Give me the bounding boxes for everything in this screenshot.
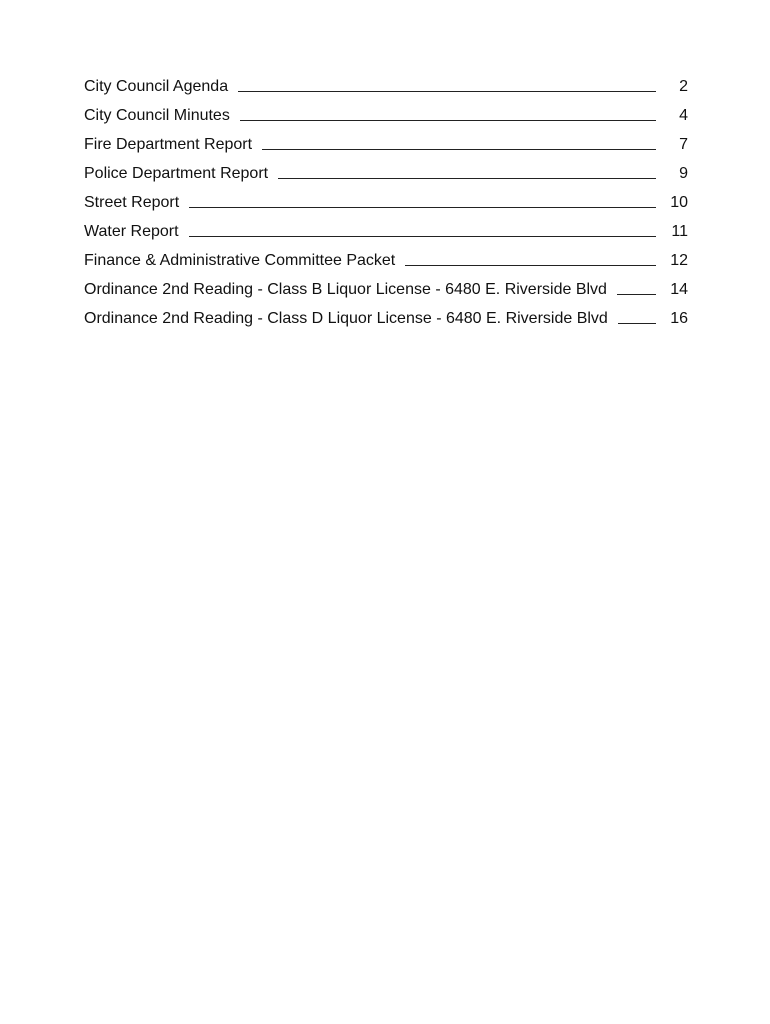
toc-leader-line: [262, 149, 656, 150]
toc-leader-line: [618, 323, 656, 324]
toc-entry-page: 7: [679, 136, 688, 153]
toc-entry-title: City Council Agenda: [84, 78, 229, 95]
toc-entry-title: Fire Department Report: [84, 136, 253, 153]
toc-entry-page: 10: [670, 194, 688, 211]
toc-entry-city-council-agenda[interactable]: [84, 68, 688, 97]
toc-leader-line: [405, 265, 656, 266]
toc-entry-title: Finance & Administrative Committee Packet: [84, 252, 396, 269]
toc-entry-page: 14: [670, 281, 688, 298]
toc-entry-title: Street Report: [84, 194, 180, 211]
toc-entry-page: 16: [670, 310, 688, 327]
toc-entry-water-report[interactable]: [84, 213, 688, 242]
toc-entry-page: 11: [671, 223, 688, 240]
toc-leader-line: [240, 120, 656, 121]
toc-entry-city-council-minutes[interactable]: [84, 97, 688, 126]
toc-entry-fire-department-report[interactable]: [84, 126, 688, 155]
toc-entry-street-report[interactable]: [84, 184, 688, 213]
toc-entry-ordinance-class-b[interactable]: [84, 271, 688, 300]
toc-leader-line: [278, 178, 656, 179]
toc-entry-title: Ordinance 2nd Reading - Class D Liquor License - 6480 E. Riverside Blvd: [84, 310, 608, 327]
toc-entry-title: City Council Minutes: [84, 107, 230, 124]
toc-entry-title: Water Report: [84, 223, 179, 240]
toc-entry-ordinance-class-d[interactable]: [84, 300, 688, 329]
toc-entry-page: 9: [679, 165, 688, 182]
toc-entry-page: 2: [679, 78, 688, 95]
toc-leader-line: [617, 294, 656, 295]
toc-leader-line: [238, 91, 656, 92]
toc-leader-line: [189, 236, 656, 237]
toc-entry-title: Police Department Report: [84, 165, 269, 182]
toc-entry-page: 4: [679, 107, 688, 124]
toc-entry-police-department-report[interactable]: [84, 155, 688, 184]
toc-entry-page: 12: [670, 252, 688, 269]
toc-entry-title: Ordinance 2nd Reading - Class B Liquor License - 6480 E. Riverside Blvd: [84, 281, 607, 298]
toc-entry-finance-committee-packet[interactable]: [84, 242, 688, 271]
table-of-contents: [84, 68, 688, 329]
toc-leader-line: [189, 207, 656, 208]
